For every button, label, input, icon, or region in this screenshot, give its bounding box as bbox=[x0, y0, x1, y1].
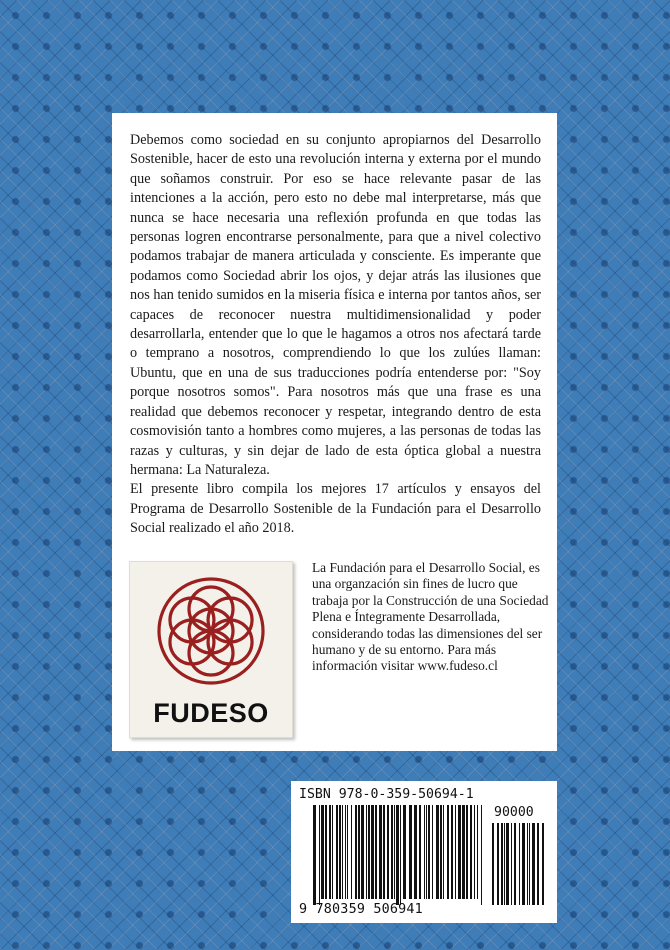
barcode-bar bbox=[325, 805, 327, 899]
barcode-bar bbox=[492, 823, 494, 905]
barcode-bar bbox=[497, 823, 499, 905]
barcode-bar bbox=[347, 805, 348, 899]
isbn-label: ISBN 978-0-359-50694-1 bbox=[299, 787, 474, 802]
barcode-bar bbox=[375, 805, 377, 899]
barcode-bar bbox=[514, 823, 516, 905]
barcode-bar bbox=[529, 823, 530, 905]
barcode-bar bbox=[329, 805, 331, 899]
barcode-bar bbox=[532, 823, 535, 905]
barcode-bar bbox=[396, 805, 399, 905]
barcode-bar bbox=[511, 823, 512, 905]
barcode-bar bbox=[447, 805, 449, 899]
isbn-barcode bbox=[291, 781, 557, 923]
fudeso-logo bbox=[129, 561, 293, 738]
barcode-bar bbox=[542, 823, 544, 905]
barcode-bar bbox=[466, 805, 468, 899]
synopsis-paragraph-1: Debemos como sociedad en su conjunto apropiarnos del Desarrollo Sostenible, hacer de esto una revolución interna y externa por el mundo que soñamos construir. Por eso se hace relevante pasar de las intenciones a la acción, pero esto no debe mal interpretarse, más que nunca se hace necesaria una reflexión profunda en que todas las personas logren encontrarse personalmente, para que a nivel colectivo podamos trabajar de manera articulada y consciente. Es imperante que podamos como Sociedad abrir los ojos, y dejar atrás las ilusiones que nos han tenido sumidos en la miseria física e interna por tantos años, ser capaces de reconocer nuestra multidimensionalidad y poder desarrollarla, entender que lo que le hagamos a otros nos afectará tarde o temprano a nosotros, comprendiendo lo que los zulúes llaman: Ubuntu, que en una de sus traducciones podría entenderse por: "Soy porque nosotros somos". Para nosotros más que una frase es una realidad que debemos reconocer y respetar, integrando dentro de esta cosmovisión tanto a hombres como mujeres, a las personas de todas las razas y culturas, y sin dejar de lado de esta óptica global a nuestra hermana: La Naturaleza. bbox=[130, 132, 541, 478]
barcode-bar bbox=[419, 805, 421, 899]
barcode-bar bbox=[477, 805, 478, 899]
ean-digits: 9 780359 506941 bbox=[299, 902, 423, 917]
barcode-bar bbox=[470, 805, 472, 899]
barcode-bar bbox=[451, 805, 453, 899]
barcode-bar bbox=[345, 805, 346, 899]
barcode-bar bbox=[371, 805, 374, 899]
barcode-bar bbox=[383, 805, 385, 899]
addon-barcode-bars bbox=[492, 823, 548, 905]
barcode-bar bbox=[319, 805, 320, 905]
foundation-description: La Fundación para el Desarrollo Social, es una organzación sin fines de lucro que trabaja por la Construcción de una Sociedad Plena e Íntegramente Desarrollada, considerando todas las dimensiones del ser humano y de su entorno. Para más información visitar www.fudeso.cl bbox=[312, 560, 549, 674]
barcode-bar bbox=[462, 805, 465, 899]
barcode-bar bbox=[313, 805, 316, 905]
barcode-bar bbox=[387, 805, 389, 899]
barcode-bar bbox=[342, 805, 343, 899]
barcode-bar bbox=[321, 805, 324, 899]
barcode-bar bbox=[339, 805, 341, 899]
price-code: 90000 bbox=[494, 805, 534, 820]
barcode-bar bbox=[426, 805, 427, 899]
barcode-bar bbox=[391, 805, 393, 899]
barcode-bars bbox=[313, 805, 485, 905]
barcode-bar bbox=[355, 805, 357, 899]
barcode-bar bbox=[537, 823, 539, 905]
barcode-bar bbox=[409, 805, 412, 899]
synopsis-paragraph-2: El presente libro compila los mejores 17 artículos y ensayos del Programa de Desarrollo Sostenible de la Fundación para el Desarrollo Social realizado el año 2018. bbox=[130, 481, 541, 537]
barcode-bar bbox=[414, 805, 417, 899]
flower-of-life-icon bbox=[154, 574, 268, 688]
barcode-bar bbox=[358, 805, 360, 899]
barcode-bar bbox=[400, 805, 401, 905]
barcode-bar bbox=[332, 805, 333, 899]
barcode-bar bbox=[481, 805, 482, 905]
barcode-bar bbox=[351, 805, 352, 899]
barcode-bar bbox=[424, 805, 425, 899]
barcode-bar bbox=[394, 805, 395, 899]
barcode-bar bbox=[522, 823, 525, 905]
barcode-bar bbox=[455, 805, 456, 899]
barcode-bar bbox=[428, 805, 430, 899]
barcode-bar bbox=[379, 805, 382, 899]
barcode-bar bbox=[458, 805, 461, 899]
barcode-bar bbox=[366, 805, 367, 899]
barcode-bar bbox=[504, 823, 505, 905]
barcode-bar bbox=[474, 805, 475, 899]
synopsis-text bbox=[130, 131, 541, 539]
barcode-bar bbox=[361, 805, 364, 899]
barcode-bar bbox=[519, 823, 520, 905]
back-cover-panel bbox=[112, 113, 557, 751]
barcode-bar bbox=[336, 805, 338, 899]
barcode-bar bbox=[436, 805, 439, 899]
barcode-bar bbox=[443, 805, 444, 899]
barcode-bar bbox=[440, 805, 442, 899]
barcode-bar bbox=[368, 805, 370, 899]
barcode-bar bbox=[501, 823, 503, 905]
barcode-bar bbox=[432, 805, 433, 899]
barcode-bar bbox=[527, 823, 528, 905]
barcode-bar bbox=[506, 823, 509, 905]
barcode-bar bbox=[403, 805, 406, 899]
logo-wordmark: FUDESO bbox=[153, 698, 269, 728]
